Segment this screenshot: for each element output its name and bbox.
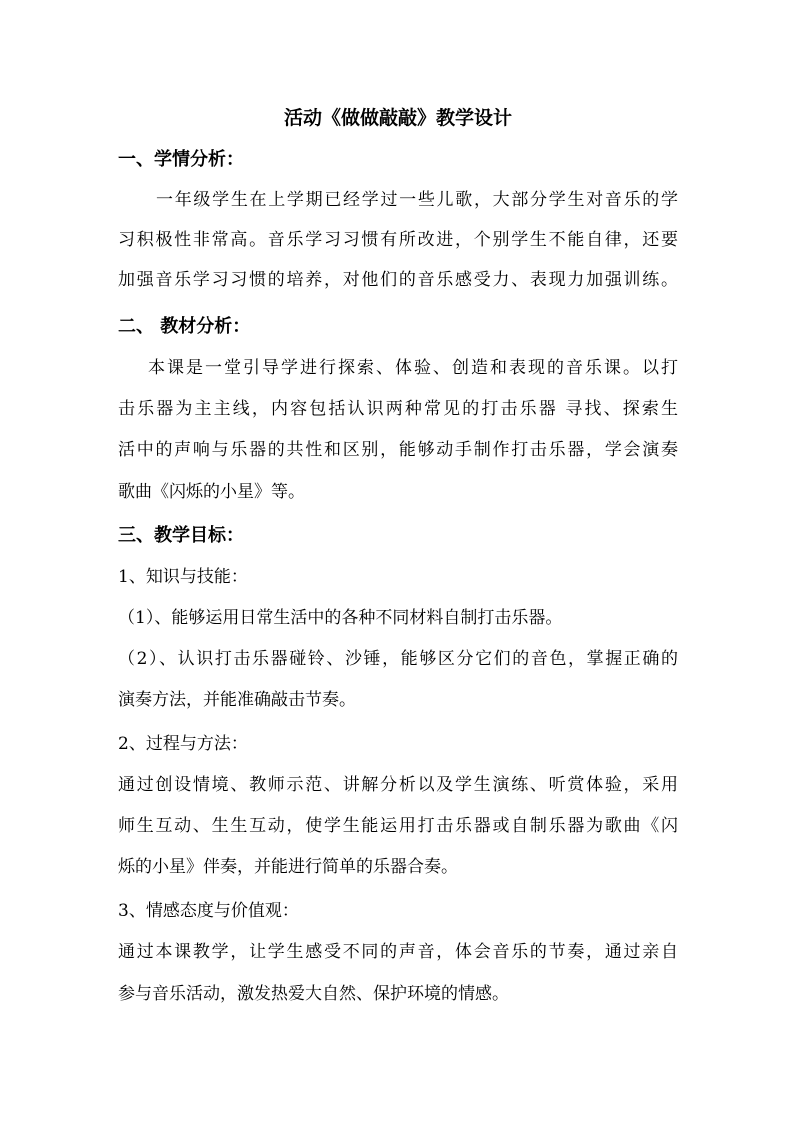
section-heading-teaching-goals: 三、教学目标： [118, 525, 244, 546]
subsection-heading-emotion-values: 3、情感态度与价值观： [118, 901, 299, 921]
section-heading-learner-analysis: 一、学情分析： [118, 149, 244, 170]
subsection-heading-process-methods: 2、过程与方法： [118, 734, 248, 754]
paragraph-line: 参与音乐活动，激发热爱大自然、保护环境的情感。 [118, 984, 509, 1004]
paragraph-line: 烁的小星》伴奏，并能进行简单的乐器合奏。 [118, 857, 458, 877]
paragraph-line: 本课是一堂引导学进行探索、体验、创造和表现的音乐课。以打 [148, 358, 678, 378]
paragraph-line: （2）、认识打击乐器碰铃、沙锤，能够区分它们的音色，掌握正确的 [118, 649, 678, 669]
paragraph-line: 师生互动、生生互动，使学生能运用打击乐器或自制乐器为歌曲《闪 [118, 816, 678, 836]
paragraph-line: 通过创设情境、教师示范、讲解分析以及学生演练、听赏体验，采用 [118, 775, 678, 795]
paragraph-line: 歌曲《闪烁的小星》等。 [118, 482, 305, 502]
paragraph-line: 活中的声响与乐器的共性和区别，能够动手制作打击乐器，学会演奏 [118, 440, 678, 460]
paragraph-line: （1）、能够运用日常生活中的各种不同材料自制打击乐器。 [118, 608, 563, 628]
paragraph-line: 一年级学生在上学期已经学过一些儿歌，大部分学生对音乐的学 [156, 190, 678, 210]
paragraph-line: 击乐器为主主线，内容包括认识两种常见的打击乐器 寻找、探索生 [118, 399, 678, 419]
paragraph-line: 演奏方法，并能准确敲击节奏。 [118, 690, 356, 710]
paragraph-line: 加强音乐学习习惯的培养，对他们的音乐感受力、表现力加强训练。 [118, 270, 678, 290]
paragraph-line: 习积极性非常高。音乐学习习惯有所改进，个别学生不能自律，还要 [118, 230, 678, 250]
subsection-heading-knowledge-skills: 1、知识与技能： [118, 567, 248, 587]
section-heading-material-analysis: 二、 教材分析： [118, 316, 251, 337]
paragraph-line: 通过本课教学，让学生感受不同的声音，体会音乐的节奏，通过亲自 [118, 942, 678, 962]
document-title: 活动《做做敲敲》教学设计 [283, 107, 512, 129]
